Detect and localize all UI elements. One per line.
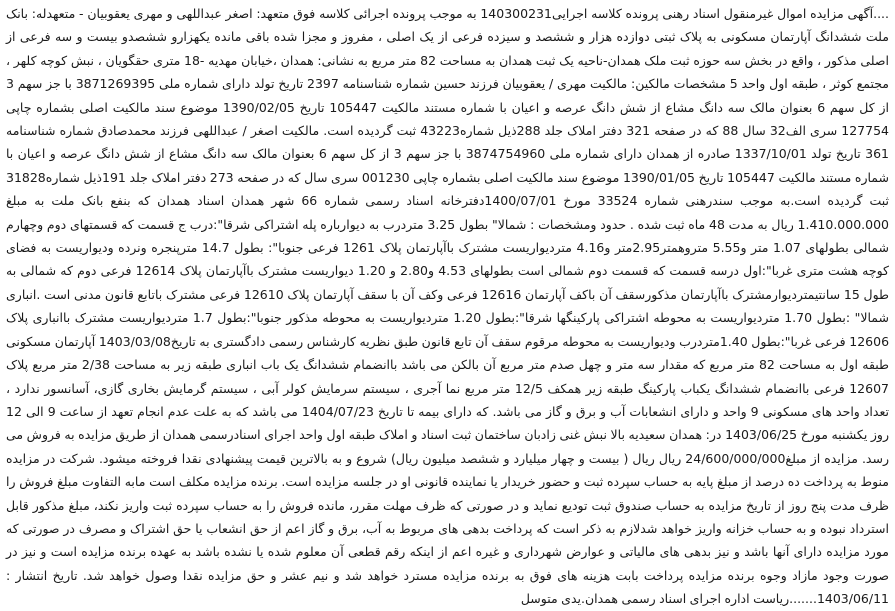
auction-notice-body: ....آگهی مزایده اموال غیرمنقول اسناد رهنی پرونده کلاسه اجرایی140300231 به موجب پرونده اجرائی کلاسه فوق متعهد: اصغر عبداللهی و مهری یعقوبیان - متعهدله: بانک ملت ششدانگ آپارتمان مسکونی به پلاک ثبتی دوازده هزار و ششصد و سیزده فرعی از یک اصلی ، مفروز و مجزا شده باقی مانده یکهزارو ششصدو بیست و سه فرعی از اصلی مذکور ، واقع در بخش سه حوزه ثبت ملک همدان-ناحیه یک ثبت همدان به مساحت 82 متر مربع به نشانی: همدان ،خیابان مهدیه -18 متری حقگویان ، نبش کوچه کلهر ، مجتمع کوثر ، طبقه اول واحد 5 مشخصات مالکین: مالکیت مهری / یعقوبیان فرزند حسین شماره شناسنامه 2397 تاریخ تولد دارای شماره ملی 3871269395 با جز سهم 3 از کل سهم 6 بعنوان مالک سه دانگ مشاع از شش دانگ عرصه و اعیان با شماره مستند مالکیت 105447 تاریخ 1390/02/05 موضوع سند مالکیت اصلی بشماره چاپی 127754 سری الف32 سال 88 که در صفحه 321 دفتر املاک جلد 288ذیل شماره43223 ثبت گردیده است. مالکیت اصغر / عبداللهی فرزند محمدصادق شماره شناسنامه 361 تاریخ تولد 1337/10/01 صادره از همدان دارای شماره ملی 3874754960 با جز سهم 3 از کل سهم 6 بعنوان مالک سه دانگ مشاع از شش دانگ عرصه و اعیان با شماره مستند مالکیت 105447 تاریخ 1390/01/05 موضوع سند مالکیت اصلی بشماره چاپی 001230 سری سال که در صفحه 273 دفتر املاک جلد 191ذیل شماره31828 ثبت گردیده است.به موجب سندرهنی شماره 33524 مورخ 1400/07/01دفترخانه اسناد رسمی شماره 66 شهر همدان اسناد همدان که بنفع بانک ملت به مبلغ 1.410.000.000 ریال به مدت 48 ماه ثبت شده . حدود ومشخصات : شمالا" بطول 3.25 متردرب به دیوارباره پله اشتراکی شرقا":درب ج قسمت که قسمتهای دوم وچهارم شمالی بطولهای 1.07 متر و5.55 متروهمتر2.95متر و4.16 متردیواریست مشترک باآپارتمان پلاک 1261 فرعی جنوبا": بطول 14.7 مترپنجره ونرده ودیواریست به فضای کوچه هشت متری غربا":اول درسه قسمت که قسمت دوم شمالی است بطولهای 4.53 و2.80 و 1.20 دیواریست مشترک باآپارتمان پلاک 12614 فرعی دوم که شمالی به طول 15 سانتیمتردیوارمشترک باآپارتمان مذکورسقف آن باکف آپارتمان 12616 فرعی وکف آن با سقف آپارتمان پلاک 12610 فرعی مشترک باتابع قانون مدنی است .انباری شمالا" :بطول 1.70 متردیواریست به محوطه اشتراکی پارکینگها شرقا":بطول 1.20 متردیواریست به محوطه مذکور جنوبا":بطول 1.7 متردیواریست مشترک باانباری پلاک 12606 فرعی غربا":بطول 1.40متردرب ودیواریست به محوطه مرقوم سقف آن تابع قانون طبق نظریه کارشناس رسمی دادگستری به تاریخ1403/03/08 آپارتمان مسکونی طبقه اول به مساحت 82 متر مربع که مقدار سه متر و چهل صدم متر مربع آن بالکن می باشد باانضمام ششدانگ یک باب انباری طبقه زیر به مساحت 2/38 متر مربع پلاک 12607 فرعی باانضمام ششدانگ یکباب پارکینگ طبقه زیر همکف 12/5 متر مربع نما آجری ، سیستم سرمایش کولر آبی ، سیستم گرمایش بخاری گازی، آسانسور ندارد ، تعداد واحد های مسکونی 9 واحد و دارای انشعابات آب و برق و گاز می باشد. که دارای بیمه تا تاریخ 1404/07/23 می باشد که به علت عدم انجام تعهد از ساعت 9 الی 12 روز یکشنبه مورخ 1403/06/25 در: همدان سعیدیه بالا نبش غنی زادبان ساختمان ثبت اسناد و املاک طبقه اول واحد اجرای اسنادرسمی همدان از طریق مزایده به فروش می رسد. مزایده از مبلغ24/600/000/000 ریال ریال ( بیست و چهار میلیارد و ششصد میلیون ریال) شروع و به بالاترین قیمت پیشنهادی نقدا فروخته میشود. شرکت در مزایده منوط به پرداخت ده درصد از مبلغ پایه به حساب سپرده ثبت و حضور خریدار یا نماینده قانونی او در جلسه مزایده است. برنده مزایده مکلف است مابه التفاوت مبلغ فروش را ظرف مدت پنج روز از تاریخ مزایده به حساب صندوق ثبت تودیع نماید و در صورتی که ظرف مهلت مقرر، مانده فروش را به حساب سپرده ثبت واریز نکند، مبلغ مذکور قابل استرداد نبوده و به حساب خزانه واریز خواهد شدلازم به ذکر است که پرداخت بدهی های مربوط به آب، برق و گاز اعم از حق انشعاب یا حق اشتراک و مصرف در صورتی که مورد مزایده دارای آنها باشد و نیز بدهی های مالیاتی و عوارض شهرداری و غیره اعم از اینکه رقم قطعی آن معلوم شده یا نشده باشد به عهده برنده مزایده است و نیز در صورت وجود مازاد وجوه برنده مزایده پرداخت بابت هزینه های فوق به برنده مزایده مسترد خواهد شد و نیم عشر و حق مزایده نقدا وصول خواهد شد. تاریخ انتشار : 1403/06/11.......ریاست اداره اجرای اسناد رسمی همدان.یدی متوسل [6,6,890,607]
